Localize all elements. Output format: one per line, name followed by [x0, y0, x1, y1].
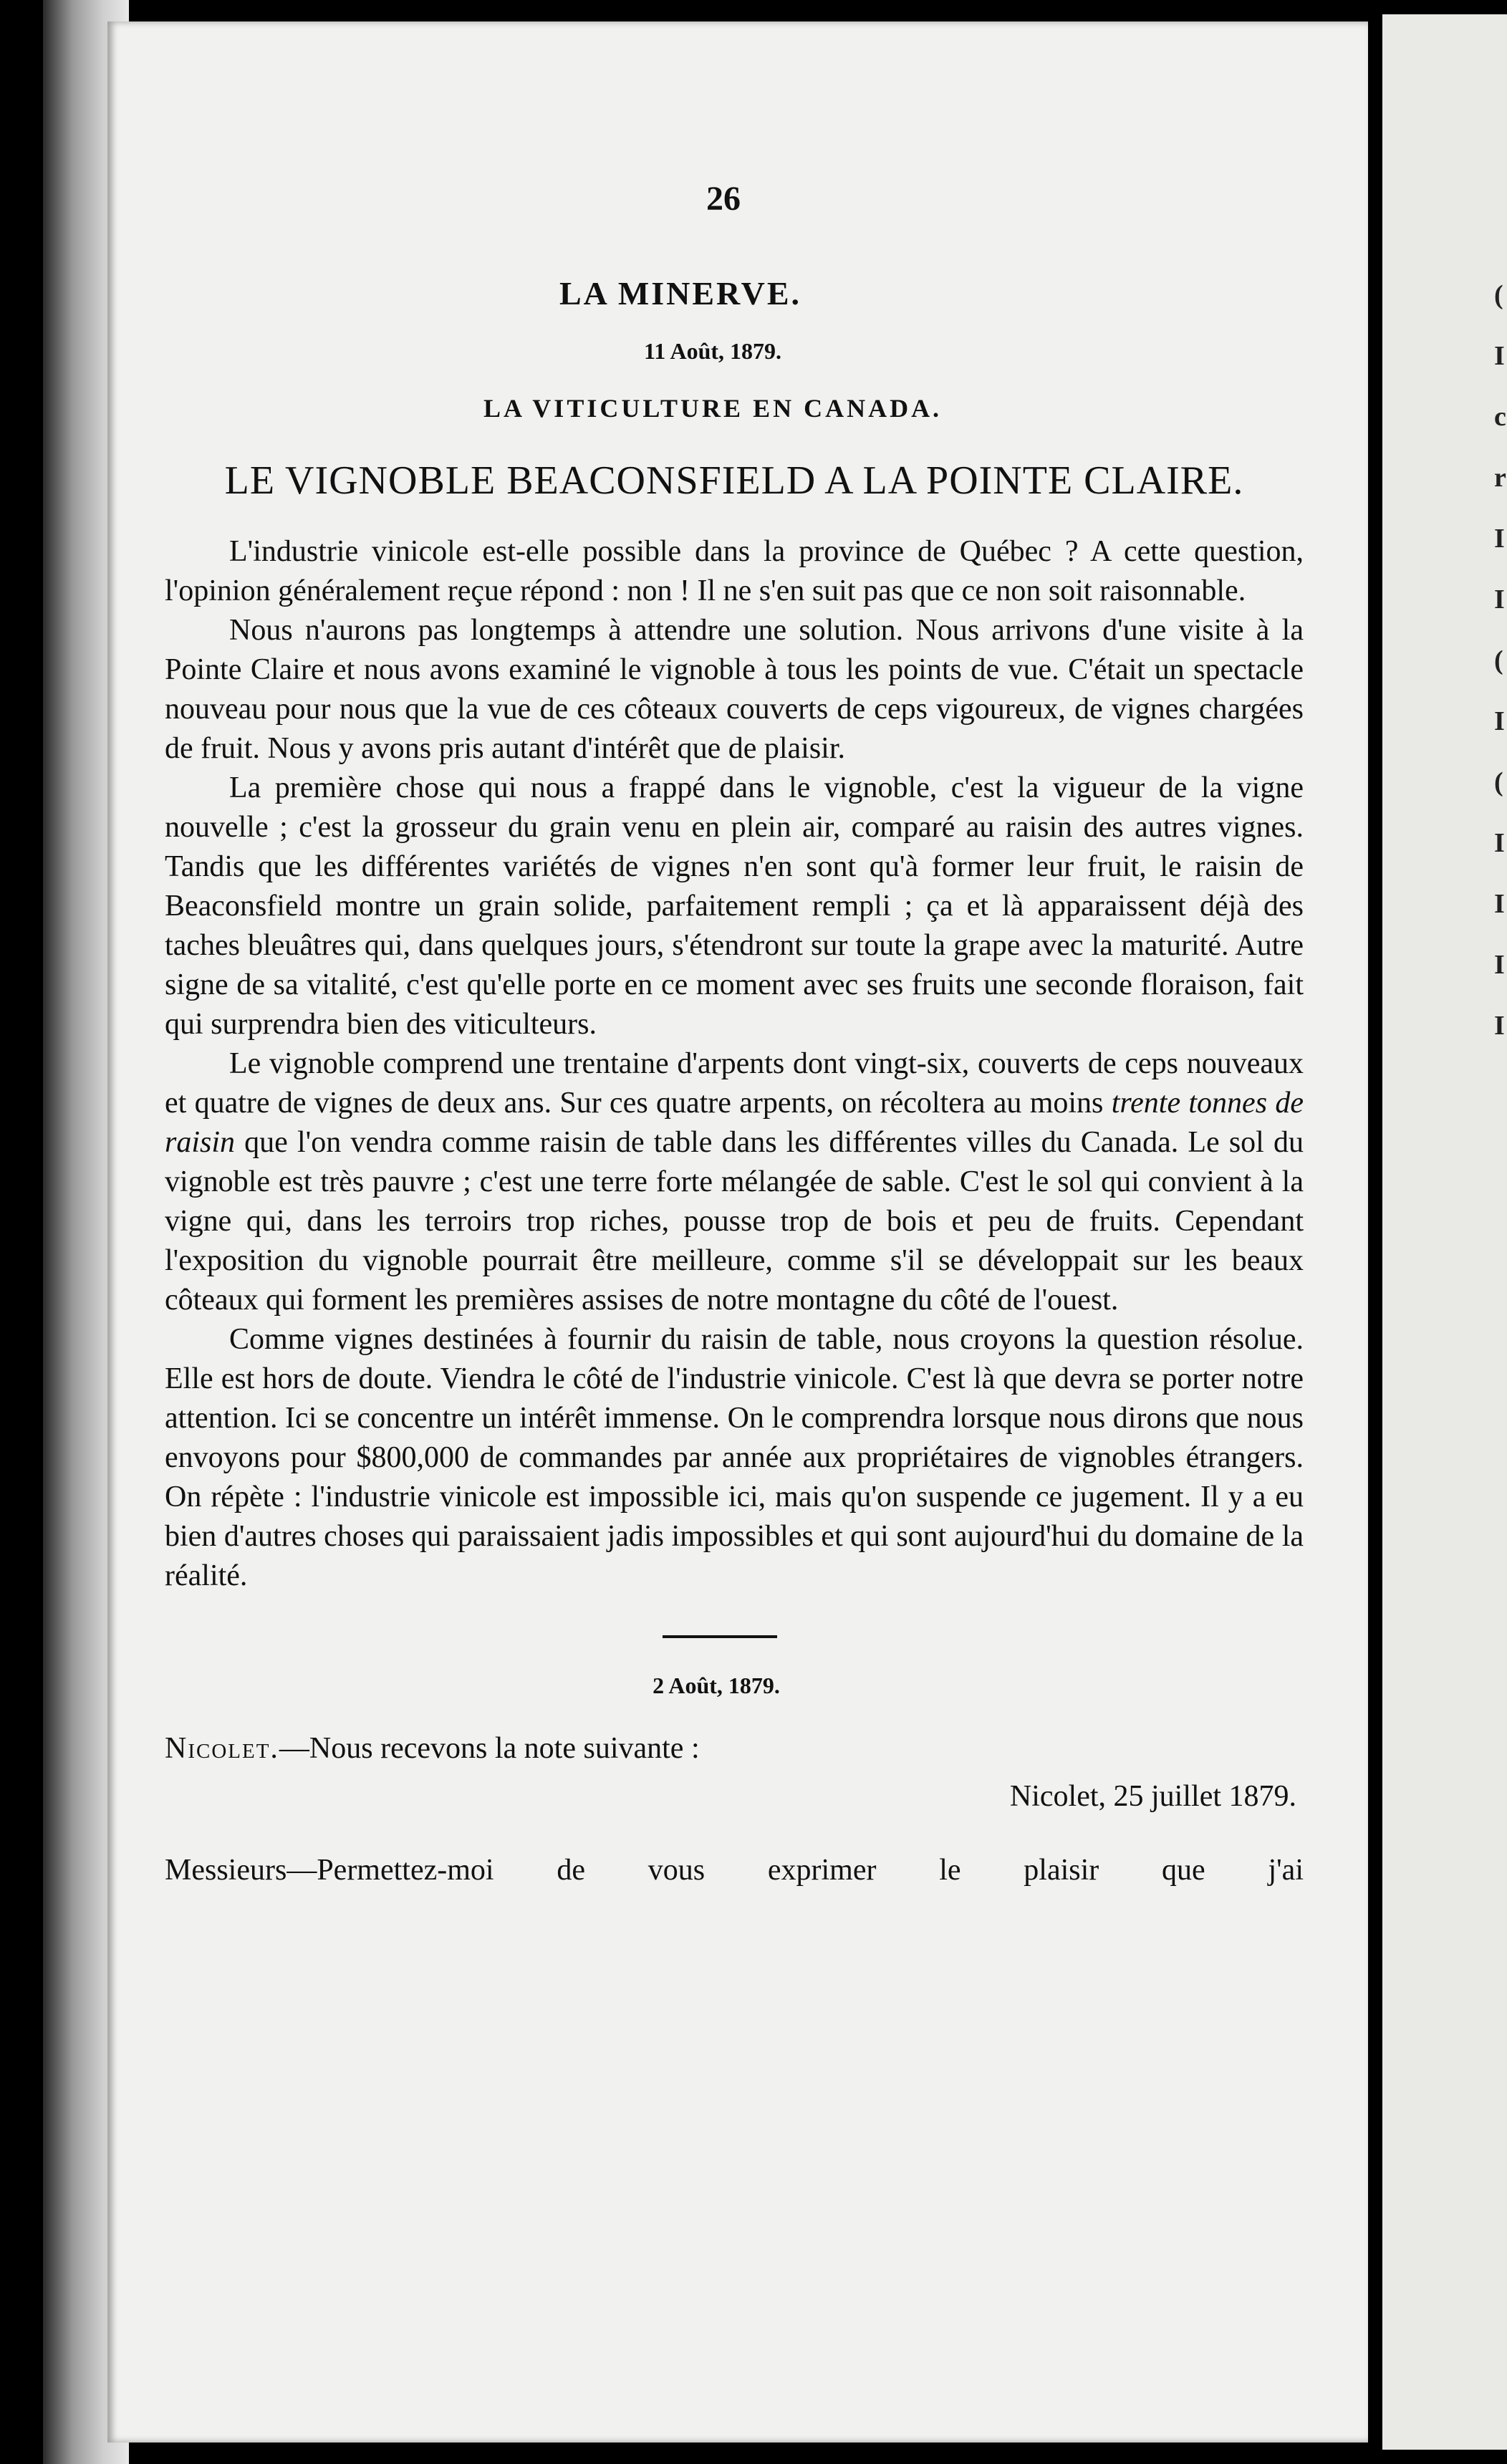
adjacent-page-char: I — [1494, 828, 1505, 858]
letter-place: Nicolet. — [165, 1732, 279, 1765]
letter-intro-text: —Nous recevons la note suivante : — [279, 1732, 700, 1765]
adjacent-page-sliver — [1382, 14, 1507, 2450]
adjacent-page-char: I — [1494, 341, 1505, 371]
adjacent-page-char: I — [1494, 1011, 1505, 1041]
adjacent-page-char: ( — [1494, 280, 1503, 310]
adjacent-page-char: ( — [1494, 767, 1503, 797]
adjacent-page-char: I — [1494, 584, 1505, 615]
paragraph-text: Le vignoble comprend une trentaine d'arpents dont vingt-six, couverts de ceps nouveaux et quatre de vignes de deux ans. Sur ces quatre arpents, on récoltera au moins — [165, 1047, 1304, 1120]
paragraph — [165, 1044, 1304, 1320]
article-date: 11 Août, 1879. — [643, 338, 782, 364]
letter-intro — [165, 1729, 1304, 1768]
article-headline: LE VIGNOBLE BEACONSFIELD A LA POINTE CLAIRE. — [224, 458, 1244, 503]
letter-dateline: Nicolet, 25 juillet 1879. — [1009, 1780, 1296, 1813]
page-number: 26 — [706, 180, 741, 218]
paragraph-text: que l'on vendra comme raisin de table dans les différentes villes du Canada. Le sol du vignoble est très pauvre ; c'est une terre forte mélangée de sable. C'est le sol qui convient à la vigne qui, dans les terroirs trop riches, pousse trop de bois et peu de fruits. Cependant l'exposition du vignoble pourrait être meilleure, comme s'il se développait sur les beaux côteaux qui forment les premières assises de notre montagne du côté de l'ouest. — [165, 1126, 1304, 1317]
paragraph: L'industrie vinicole est-elle possible dans la province de Québec ? A cette question, l'opinion généralement reçue répond : non ! Il ne s'en suit pas que ce non soit raisonnable. — [165, 535, 1304, 607]
section-rule — [663, 1635, 777, 1638]
italic-text: trente tonnes de raisin — [165, 1087, 1304, 1159]
adjacent-page-char: r — [1494, 463, 1506, 493]
letter-salutation: Messieurs—Permettez-moi de vous exprimer le plaisir que j'ai — [165, 1854, 1304, 1887]
adjacent-page-char: I — [1494, 950, 1505, 980]
article-body — [165, 532, 1304, 1596]
paragraph: Comme vignes destinées à fournir du raisin de table, nous croyons la question résolue. Elle est hors de doute. Viendra le côté de l'industrie vinicole. C'est là que devra se porter notre attention. Ici se concentre un intérêt immense. On le comprendra lorsque nous dirons que nous envoyons pour $800,000 de commandes par année aux propriétaires de vignobles étrangers. On répète : l'industrie vinicole est impossible ici, mais qu'on suspende ce jugement. Il y a eu bien d'autres choses qui paraissaient jadis impossibles et qui sont aujourd'hui du domaine de la réalité. — [165, 1323, 1304, 1592]
adjacent-page-char: I — [1494, 706, 1505, 736]
adjacent-page-char: I — [1494, 889, 1505, 919]
adjacent-page-char: ( — [1494, 645, 1503, 675]
paragraph: La première chose qui nous a frappé dans le vignoble, c'est la vigueur de la vigne nouvelle ; c'est la grosseur du grain venu en plein air, comparé au raisin des autres vignes. Tandis que les différentes variétés de vignes n'en sont qu'à former leur fruit, le raisin de Beaconsfield montre un grain solide, parfaitement rempli ; ça et là apparaissent déjà des taches bleuâtres qui, dans quelques jours, s'étendront sur toute la grape avec la maturité. Autre signe de sa vitalité, c'est qu'elle porte en ce moment avec ses fruits une seconde floraison, fait qui surprendra bien des viticulteurs. — [165, 771, 1304, 1041]
newspaper-name: LA MINERVE. — [559, 275, 802, 312]
second-article-date: 2 Août, 1879. — [653, 1673, 780, 1698]
adjacent-page-char: I — [1494, 524, 1505, 554]
adjacent-page-char: c — [1494, 402, 1506, 432]
paragraph: Nous n'aurons pas longtemps à attendre une solution. Nous arrivons d'une visite à la Pointe Claire et nous avons examiné le vignoble à tous les points de vue. C'était un spectacle nouveau pour nous que la vue de ces côteaux couverts de ceps vigoureux, de vignes chargées de fruit. Nous y avons pris autant d'intérêt que de plaisir. — [165, 614, 1304, 765]
page-content — [165, 179, 1304, 1890]
section-title: LA VITICULTURE EN CANADA. — [483, 394, 943, 423]
